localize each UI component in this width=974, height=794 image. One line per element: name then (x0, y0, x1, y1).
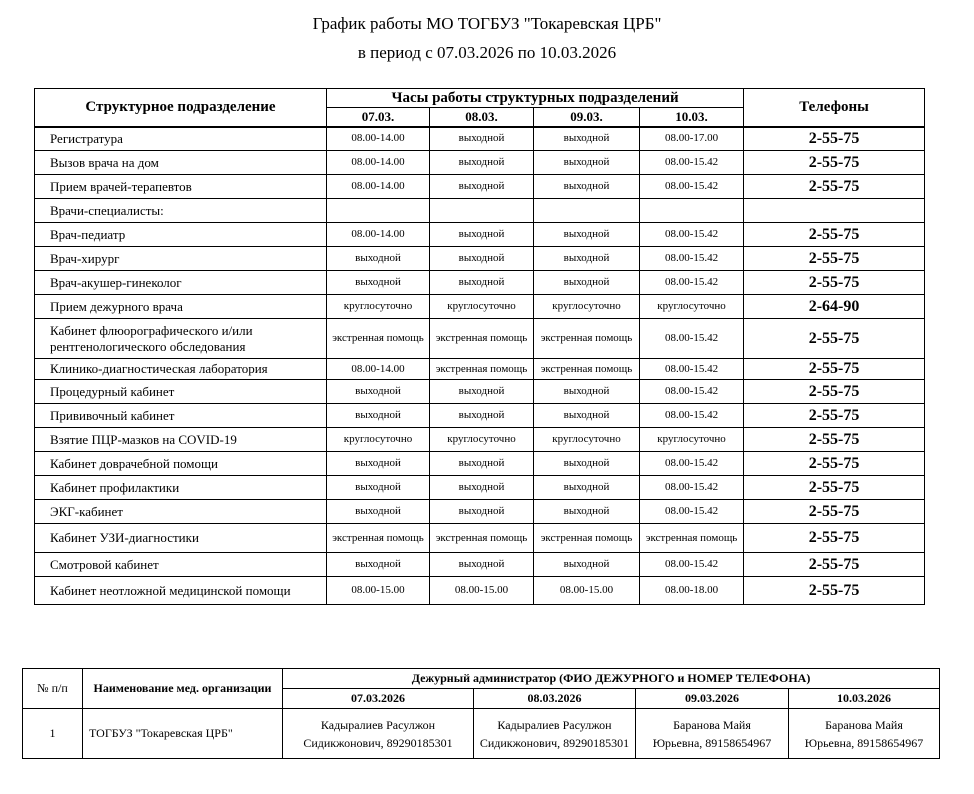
hours-cell: 08.00-14.00 (327, 175, 430, 199)
table-row (35, 151, 925, 175)
hours-cell: круглосуточно (430, 428, 534, 452)
department-name: Прививочный кабинет (35, 404, 327, 428)
hours-cell: круглосуточно (534, 428, 640, 452)
hours-cell: выходной (534, 223, 640, 247)
phone-cell: 2-55-75 (744, 553, 925, 577)
phone-cell: 2-55-75 (744, 380, 925, 404)
hours-cell: выходной (534, 380, 640, 404)
phone-cell: 2-55-75 (744, 223, 925, 247)
phone-cell: 2-55-75 (744, 452, 925, 476)
hours-cell: выходной (534, 271, 640, 295)
column-header-department: Структурное подразделение (35, 89, 327, 127)
hours-cell: экстренная помощь (430, 359, 534, 380)
phone-cell: 2-55-75 (744, 319, 925, 359)
column-header-hours: Часы работы структурных подразделений (327, 89, 744, 108)
hours-cell: 08.00-18.00 (640, 577, 744, 605)
hours-cell: 08.00-14.00 (327, 151, 430, 175)
table-row (35, 271, 925, 295)
hours-cell: 08.00-15.00 (534, 577, 640, 605)
column-header-organization: Наименование мед. организации (83, 669, 283, 709)
phone-cell: 2-55-75 (744, 175, 925, 199)
hours-cell (640, 199, 744, 223)
hours-cell: выходной (430, 175, 534, 199)
column-header-date: 09.03. (534, 108, 640, 127)
hours-cell: выходной (534, 151, 640, 175)
column-header-phones: Телефоны (744, 89, 925, 127)
hours-cell: экстренная помощь (327, 524, 430, 553)
hours-cell (430, 199, 534, 223)
page-title: График работы МО ТОГБУЗ "Токаревская ЦРБ" (312, 14, 662, 33)
table-row (35, 359, 925, 380)
column-header-date: 10.03. (640, 108, 744, 127)
hours-cell: 08.00-14.00 (327, 359, 430, 380)
hours-cell: выходной (534, 476, 640, 500)
hours-cell: 08.00-15.42 (640, 247, 744, 271)
hours-cell: экстренная помощь (640, 524, 744, 553)
hours-cell: выходной (327, 500, 430, 524)
phone-cell: 2-55-75 (744, 524, 925, 553)
hours-cell: выходной (430, 271, 534, 295)
hours-cell: 08.00-14.00 (327, 127, 430, 151)
hours-cell: 08.00-15.00 (327, 577, 430, 605)
table-row (23, 709, 940, 759)
hours-cell: выходной (327, 380, 430, 404)
hours-cell: выходной (534, 247, 640, 271)
hours-cell: круглосуточно (327, 295, 430, 319)
phone-cell: 2-55-75 (744, 271, 925, 295)
hours-cell: экстренная помощь (327, 319, 430, 359)
table-row (35, 428, 925, 452)
department-name: Вызов врача на дом (35, 151, 327, 175)
hours-cell: выходной (534, 452, 640, 476)
department-name: Кабинет неотложной медицинской помощи (35, 577, 327, 605)
department-name: Процедурный кабинет (35, 380, 327, 404)
admin-name: Баранова Майя (825, 717, 903, 732)
schedule-table (34, 88, 925, 605)
table-row (35, 553, 925, 577)
department-name: Врач-педиатр (35, 223, 327, 247)
hours-cell: выходной (534, 175, 640, 199)
phone-cell: 2-55-75 (744, 500, 925, 524)
department-name: Прием дежурного врача (35, 295, 327, 319)
admin-name: Баранова Майя (673, 717, 751, 732)
hours-cell: выходной (430, 127, 534, 151)
department-name: Кабинет флюорографического и/или рентгенологического обследования (35, 319, 327, 359)
hours-cell: выходной (534, 127, 640, 151)
hours-cell: экстренная помощь (430, 524, 534, 553)
admin-phone: Юрьевна, 89158654967 (804, 735, 924, 750)
hours-cell: экстренная помощь (534, 524, 640, 553)
hours-cell: круглосуточно (640, 295, 744, 319)
hours-cell: 08.00-15.42 (640, 476, 744, 500)
department-name: Клинико-диагностическая лаборатория (35, 359, 327, 380)
hours-cell: 08.00-17.00 (640, 127, 744, 151)
table-row (35, 524, 925, 553)
table-row (35, 452, 925, 476)
phone-cell: 2-55-75 (744, 476, 925, 500)
department-name: Врач-акушер-гинеколог (35, 271, 327, 295)
hours-cell: выходной (327, 404, 430, 428)
table-row (35, 223, 925, 247)
table-row (35, 577, 925, 605)
department-name: Прием врачей-терапевтов (35, 175, 327, 199)
phone-cell (744, 199, 925, 223)
phone-cell: 2-55-75 (744, 404, 925, 428)
hours-cell: 08.00-15.42 (640, 175, 744, 199)
column-header-date: 08.03.2026 (474, 689, 636, 709)
hours-cell: 08.00-15.42 (640, 223, 744, 247)
department-name: Врачи-специалисты: (35, 199, 327, 223)
department-name: Регистратура (35, 127, 327, 151)
hours-cell: 08.00-15.42 (640, 553, 744, 577)
hours-cell: выходной (327, 553, 430, 577)
hours-cell: экстренная помощь (534, 319, 640, 359)
phone-cell: 2-55-75 (744, 428, 925, 452)
table-row (35, 127, 925, 151)
row-number: 1 (23, 709, 83, 759)
hours-cell: 08.00-15.42 (640, 380, 744, 404)
hours-cell: круглосуточно (430, 295, 534, 319)
department-name: Кабинет профилактики (35, 476, 327, 500)
department-name: Кабинет УЗИ-диагностики (35, 524, 327, 553)
column-header-number: № п/п (23, 669, 83, 709)
phone-cell: 2-55-75 (744, 577, 925, 605)
hours-cell: выходной (327, 247, 430, 271)
hours-cell: выходной (430, 553, 534, 577)
table-row (35, 247, 925, 271)
hours-cell: 08.00-15.42 (640, 319, 744, 359)
table-row (35, 175, 925, 199)
admin-phone: Юрьевна, 89158654967 (652, 735, 772, 750)
admin-phone: Сидикжонович, 89290185301 (479, 735, 630, 750)
duty-admin-cell (636, 709, 789, 759)
duty-admin-cell (283, 709, 474, 759)
phone-cell: 2-55-75 (744, 151, 925, 175)
hours-cell: 08.00-15.42 (640, 404, 744, 428)
admin-name: Кадыралиев Расулжон (320, 717, 436, 732)
column-header-date: 10.03.2026 (789, 689, 940, 709)
department-name: Смотровой кабинет (35, 553, 327, 577)
hours-cell: экстренная помощь (534, 359, 640, 380)
hours-cell (534, 199, 640, 223)
hours-cell: круглосуточно (640, 428, 744, 452)
department-name: Кабинет доврачебной помощи (35, 452, 327, 476)
department-name: Врач-хирург (35, 247, 327, 271)
hours-cell: выходной (430, 380, 534, 404)
admin-name: Кадыралиев Расулжон (497, 717, 612, 732)
phone-cell: 2-64-90 (744, 295, 925, 319)
hours-cell: выходной (327, 452, 430, 476)
phone-cell: 2-55-75 (744, 127, 925, 151)
hours-cell: 08.00-15.42 (640, 151, 744, 175)
table-row (35, 404, 925, 428)
hours-cell: выходной (327, 271, 430, 295)
table-row (35, 295, 925, 319)
hours-cell: 08.00-15.42 (640, 500, 744, 524)
hours-cell: 08.00-15.42 (640, 452, 744, 476)
organization-name: ТОГБУЗ "Токаревская ЦРБ" (83, 709, 283, 759)
duty-admin-table (22, 668, 940, 759)
hours-cell: выходной (534, 553, 640, 577)
table-row (35, 476, 925, 500)
duty-admin-cell (474, 709, 636, 759)
hours-cell: выходной (430, 247, 534, 271)
hours-cell: выходной (430, 476, 534, 500)
hours-cell: 08.00-15.42 (640, 271, 744, 295)
admin-phone: Сидикжонович, 89290185301 (303, 735, 453, 750)
hours-cell: выходной (430, 500, 534, 524)
hours-cell: выходной (327, 476, 430, 500)
table-row (35, 380, 925, 404)
column-header-date: 09.03.2026 (636, 689, 789, 709)
hours-cell: выходной (430, 404, 534, 428)
hours-cell: экстренная помощь (430, 319, 534, 359)
hours-cell: выходной (430, 151, 534, 175)
hours-cell: круглосуточно (327, 428, 430, 452)
table-row (35, 199, 925, 223)
hours-cell: выходной (534, 404, 640, 428)
phone-cell: 2-55-75 (744, 247, 925, 271)
department-name: ЭКГ-кабинет (35, 500, 327, 524)
table-row (35, 319, 925, 359)
duty-admin-cell (789, 709, 940, 759)
hours-cell (327, 199, 430, 223)
department-name: Взятие ПЦР-мазков на COVID-19 (35, 428, 327, 452)
hours-cell: выходной (430, 223, 534, 247)
column-header-date: 07.03.2026 (283, 689, 474, 709)
hours-cell: 08.00-15.42 (640, 359, 744, 380)
table-row (35, 500, 925, 524)
phone-cell: 2-55-75 (744, 359, 925, 380)
column-header-duty-admin: Дежурный администратор (ФИО ДЕЖУРНОГО и НОМЕР ТЕЛЕФОНА) (283, 669, 940, 689)
hours-cell: 08.00-15.00 (430, 577, 534, 605)
column-header-date: 07.03. (327, 108, 430, 127)
hours-cell: 08.00-14.00 (327, 223, 430, 247)
hours-cell: выходной (430, 452, 534, 476)
hours-cell: круглосуточно (534, 295, 640, 319)
page-subtitle: в период с 07.03.2026 по 10.03.2026 (357, 43, 617, 62)
column-header-date: 08.03. (430, 108, 534, 127)
hours-cell: выходной (534, 500, 640, 524)
